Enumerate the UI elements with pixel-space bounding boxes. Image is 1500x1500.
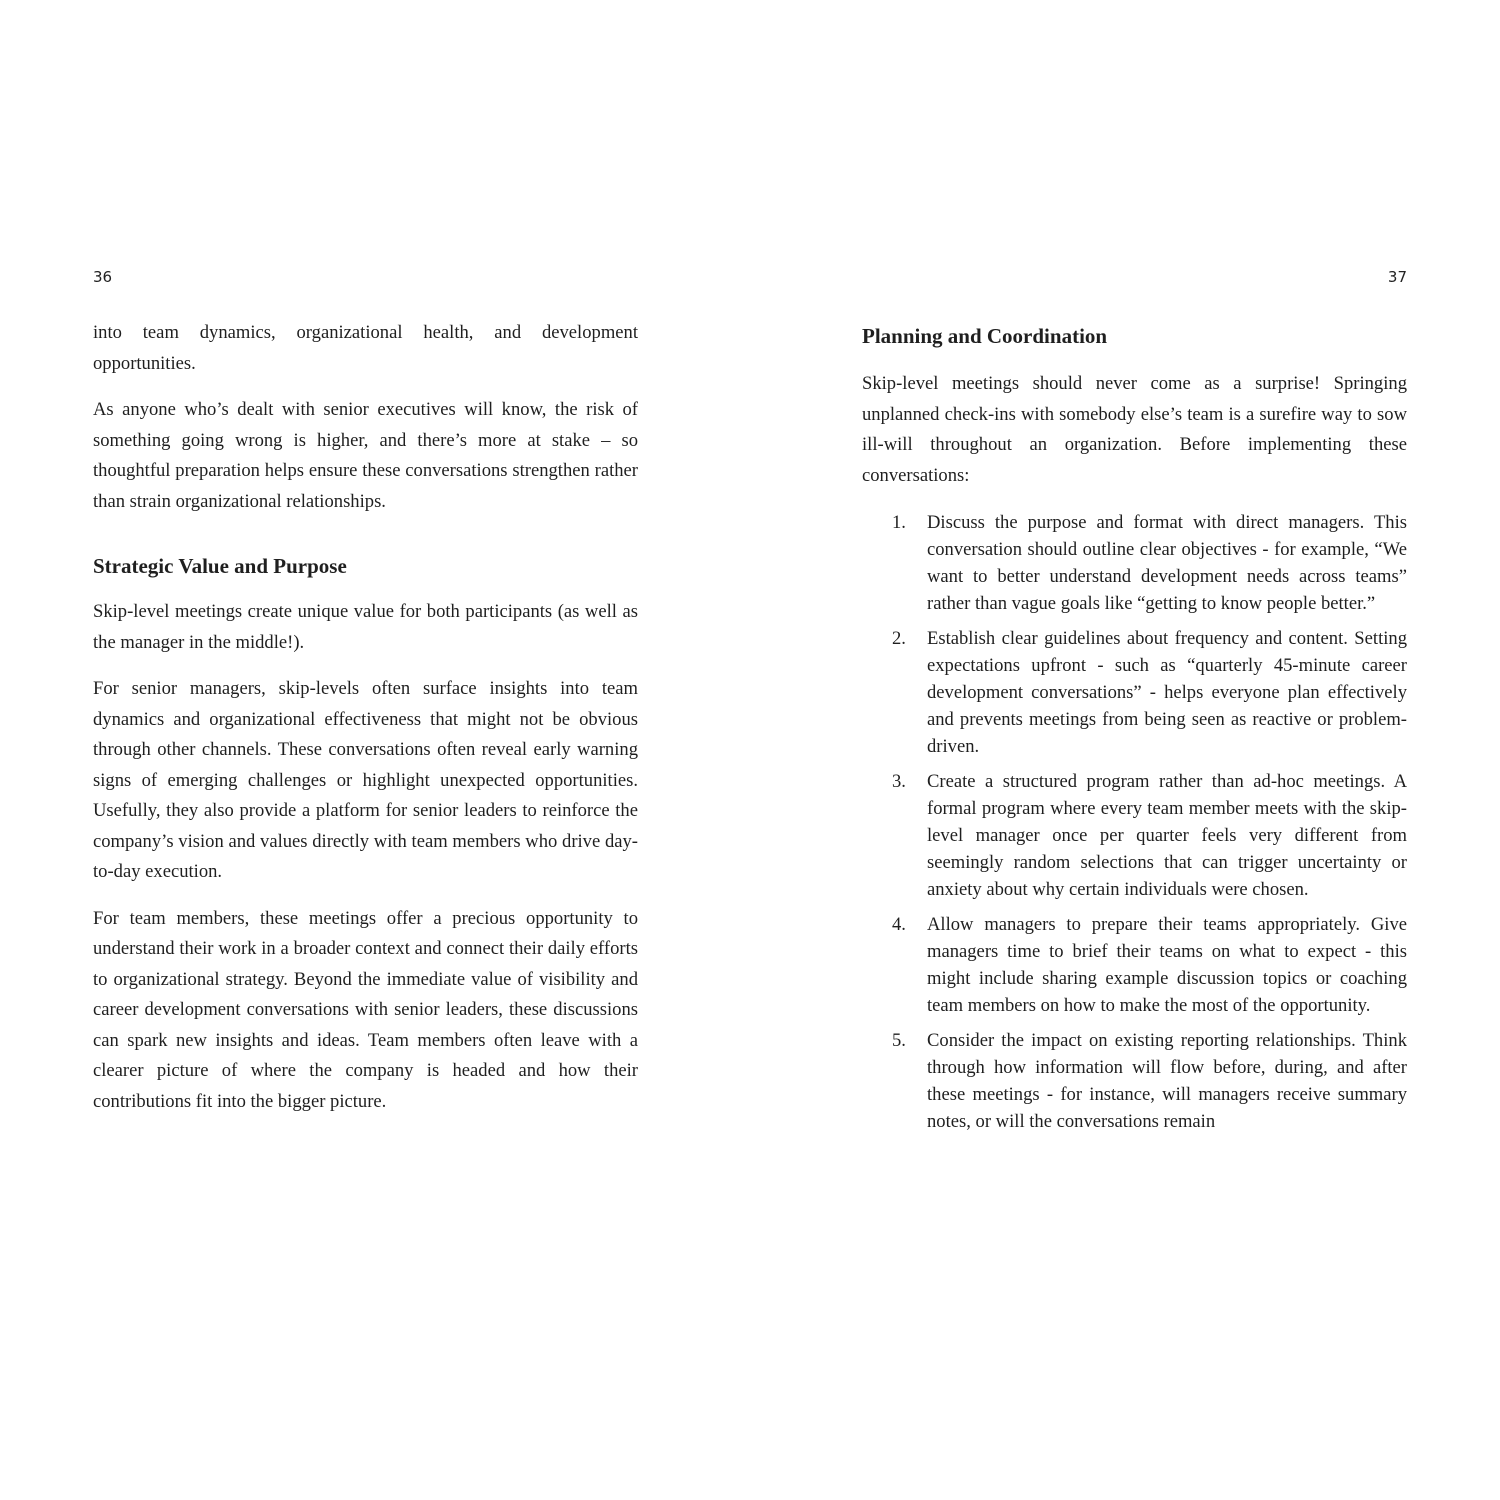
page-number-right: 37 <box>1387 268 1407 286</box>
list-number: 3. <box>892 771 906 792</box>
list-number: 1. <box>892 512 906 533</box>
paragraph: For team members, these meetings offer a precious opportunity to understand their work in a broader context and connect their daily efforts to organizational strategy. Beyond the immediate value of visibility and career development conversations with senior leaders, these discussions can spark new insights and ideas. Team members often leave with a clearer picture of where the company is headed and how their contributions fit into the bigger picture. <box>93 907 638 1112</box>
section-heading: Planning and Coordination <box>862 324 1108 348</box>
paragraph: into team dynamics, organizational health, and development opportunities. <box>93 322 638 374</box>
list-item <box>862 911 1407 1019</box>
list-item <box>862 509 1407 617</box>
intro-paragraph: Skip-level meetings should never come as a surprise! Springing unplanned check-ins with somebody else’s team is a surefire way to sow ill-will throughout an organization. Before implementing these conversations: <box>862 373 1407 486</box>
list-number: 2. <box>892 628 906 649</box>
list-item <box>862 1027 1407 1135</box>
list-number: 4. <box>892 914 906 935</box>
list-item-text: Create a structured program rather than ad-hoc meetings. A formal program where every team member meets with the skip-level manager once per quarter feels very different from seemingly random selections that can trigger uncertainty or anxiety about why certain individuals were chosen. <box>927 771 1407 900</box>
numbered-list <box>862 509 1407 1135</box>
page-number-left: 36 <box>93 268 113 286</box>
paragraph: For senior managers, skip-levels often surface insights into team dynamics and organizational effectiveness that might not be obvious through other channels. These conversations often reveal early warning signs of emerging challenges or highlight unexpected opportunities. Usefully, they also provide a platform for senior leaders to reinforce the company’s vision and values directly with team members who drive day-to-day execution. <box>93 678 638 882</box>
list-item-text: Discuss the purpose and format with direct managers. This conversation should outline clear objectives - for example, “We want to better understand development needs across teams” rather than vague goals like “getting to know people better.” <box>927 512 1407 614</box>
list-item-text: Establish clear guidelines about frequency and content. Setting expectations upfront - such as “quarterly 45-minute career development conversations” - helps everyone plan effectively and prevents meetings from being seen as reactive or problem-driven. <box>927 628 1407 757</box>
list-number: 5. <box>892 1030 906 1051</box>
list-item-text: Consider the impact on existing reporting relationships. Think through how information will flow before, during, and after these meetings - for instance, will managers receive summary notes, or will the conversations remain <box>927 1030 1407 1132</box>
section-heading: Strategic Value and Purpose <box>93 554 347 578</box>
paragraph: Skip-level meetings create unique value for both participants (as well as the manager in the middle!). <box>93 601 638 653</box>
paragraph: As anyone who’s dealt with senior executives will know, the risk of something going wrong is higher, and there’s more at stake – so thoughtful preparation helps ensure these conversations strengthen rather than strain organizational relationships. <box>93 399 638 512</box>
right-page-column <box>862 318 1407 1143</box>
left-page-column <box>93 318 638 1133</box>
list-item <box>862 768 1407 903</box>
list-item-text: Allow managers to prepare their teams appropriately. Give managers time to brief their teams on what to expect - this might include sharing example discussion topics or coaching team members on how to make the most of the opportunity. <box>927 914 1407 1016</box>
list-item <box>862 625 1407 760</box>
